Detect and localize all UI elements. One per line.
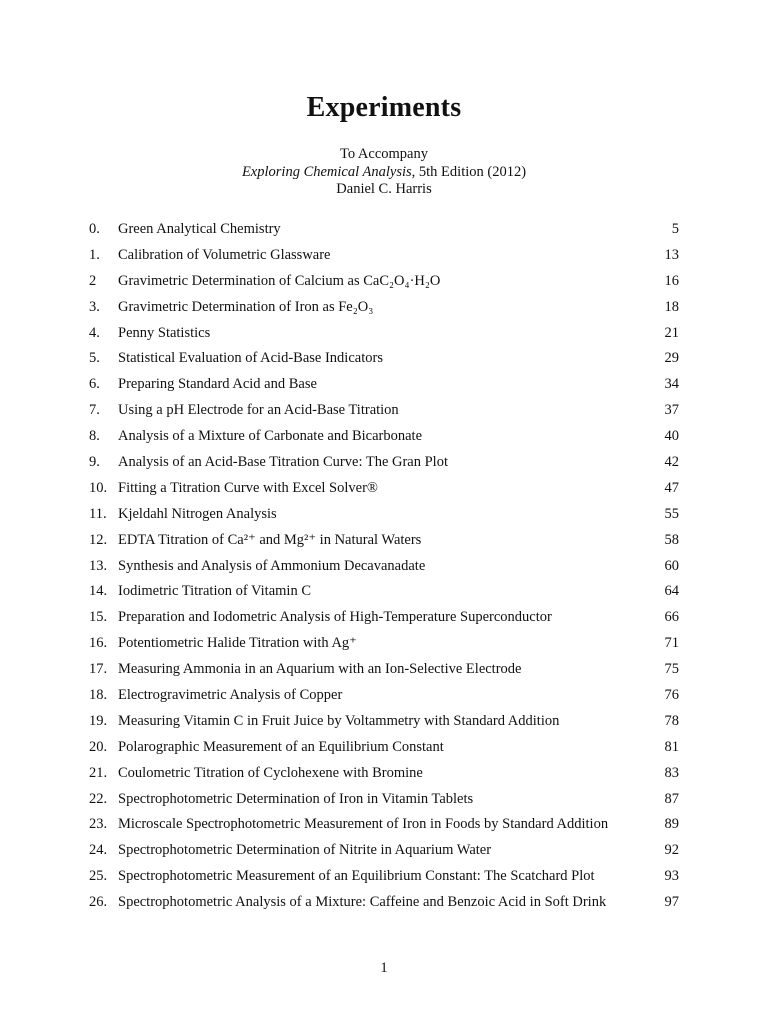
- toc-entry-title: Synthesis and Analysis of Ammonium Decavanadate: [118, 557, 426, 574]
- toc-entry-number: 14.: [89, 583, 108, 600]
- toc-entry-title: Gravimetric Determination of Calcium as CaC₂O₄·H₂O: [118, 272, 441, 289]
- toc-entry-title: Coulometric Titration of Cyclohexene with Bromine: [118, 764, 423, 781]
- toc-entry: [89, 787, 679, 813]
- toc-entry-number: 0.: [89, 221, 100, 237]
- toc-entry-number: 18.: [89, 687, 108, 704]
- toc-entry-title: Measuring Ammonia in an Aquarium with an Ion-Selective Electrode: [118, 661, 522, 678]
- toc-entry-page: 5: [671, 221, 679, 237]
- toc-entry-number: 12.: [89, 531, 108, 548]
- toc-entry: [89, 579, 679, 605]
- toc-entry-title: Using a pH Electrode for an Acid-Base Titration: [118, 402, 399, 419]
- toc-entry: [89, 346, 679, 372]
- toc-entry-page: 93: [664, 868, 679, 885]
- toc-entry-number: 8.: [89, 428, 100, 445]
- toc-entry-title: Fitting a Titration Curve with Excel Solver®: [118, 479, 378, 496]
- toc-entry-page: 89: [664, 816, 679, 833]
- toc-entry-number: 17.: [89, 661, 108, 678]
- table-of-contents: [89, 217, 679, 916]
- toc-entry-page: 92: [664, 842, 679, 859]
- toc-entry: [89, 450, 679, 476]
- toc-entry-title: Statistical Evaluation of Acid-Base Indicators: [118, 350, 383, 367]
- book-reference: [0, 164, 768, 182]
- toc-entry-page: 81: [664, 738, 679, 755]
- toc-entry-page: 47: [664, 479, 679, 496]
- toc-entry: [89, 605, 679, 631]
- toc-entry-number: 10.: [89, 479, 108, 496]
- toc-entry-page: 75: [664, 661, 679, 678]
- subtitle-block: [0, 146, 768, 199]
- toc-entry-number: 26.: [89, 894, 108, 911]
- toc-entry-title: Electrogravimetric Analysis of Copper: [118, 687, 343, 704]
- toc-entry: [89, 761, 679, 787]
- toc-entry-number: 1.: [89, 246, 100, 263]
- page-number: 1: [380, 960, 388, 976]
- toc-entry-title: Spectrophotometric Determination of Iron in Vitamin Tablets: [118, 790, 474, 807]
- toc-entry-number: 5.: [89, 350, 100, 367]
- toc-entry-title: Analysis of an Acid-Base Titration Curve: The Gran Plot: [118, 454, 448, 471]
- toc-entry-page: 83: [664, 764, 679, 781]
- toc-entry-title: Preparation and Iodometric Analysis of High-Temperature Superconductor: [118, 609, 552, 626]
- toc-entry-number: 13.: [89, 557, 108, 574]
- toc-entry: [89, 683, 679, 709]
- toc-entry: [89, 243, 679, 269]
- toc-entry-number: 6.: [89, 376, 100, 393]
- toc-entry-number: 15.: [89, 609, 108, 626]
- toc-entry-title: Gravimetric Determination of Iron as Fe₂O₃: [118, 298, 374, 315]
- toc-entry-number: 7.: [89, 402, 100, 419]
- toc-entry-page: 16: [664, 272, 679, 289]
- toc-entry-title: Measuring Vitamin C in Fruit Juice by Voltammetry with Standard Addition: [118, 712, 560, 729]
- toc-entry-page: 97: [664, 894, 679, 911]
- toc-entry-title: Spectrophotometric Analysis of a Mixture: Caffeine and Benzoic Acid in Soft Drink: [118, 894, 607, 911]
- toc-entry-number: 16.: [89, 635, 108, 652]
- toc-entry: [89, 372, 679, 398]
- toc-entry-number: 11.: [89, 505, 107, 522]
- toc-entry: [89, 709, 679, 735]
- toc-entry-number: 3.: [89, 298, 100, 315]
- toc-entry-page: 60: [664, 557, 679, 574]
- toc-entry-page: 29: [664, 350, 679, 367]
- toc-entry: [89, 295, 679, 321]
- toc-entry-page: 58: [664, 531, 679, 548]
- toc-entry-title: Analysis of a Mixture of Carbonate and Bicarbonate: [118, 428, 423, 445]
- toc-entry-number: 25.: [89, 868, 108, 885]
- toc-entry-page: 18: [664, 298, 679, 315]
- toc-entry-page: 34: [664, 376, 679, 393]
- toc-entry: [89, 735, 679, 761]
- toc-entry-page: 55: [664, 505, 679, 522]
- toc-entry: [89, 812, 679, 838]
- book-title: Exploring Chemical Analysis: [241, 163, 412, 180]
- toc-entry: [89, 528, 679, 554]
- toc-entry-number: 9.: [89, 454, 100, 471]
- toc-entry-title: EDTA Titration of Ca²⁺ and Mg²⁺ in Natural Waters: [118, 531, 422, 548]
- toc-entry-title: Spectrophotometric Measurement of an Equilibrium Constant: The Scatchard Plot: [118, 868, 595, 885]
- toc-entry-number: 22.: [89, 790, 108, 807]
- toc-entry-number: 21.: [89, 764, 108, 781]
- toc-entry-page: 42: [664, 454, 679, 471]
- toc-entry-page: 40: [664, 428, 679, 445]
- toc-entry: [89, 321, 679, 347]
- toc-entry: [89, 217, 679, 243]
- book-edition: , 5th Edition (2012): [411, 163, 527, 180]
- toc-entry-title: Calibration of Volumetric Glassware: [118, 246, 331, 263]
- toc-entry-number: 2: [89, 272, 97, 289]
- toc-entry: [89, 476, 679, 502]
- toc-entry-number: 19.: [89, 712, 108, 729]
- toc-entry: [89, 398, 679, 424]
- page-title: Experiments: [306, 92, 462, 123]
- toc-entry-page: 78: [664, 712, 679, 729]
- toc-entry-page: 13: [664, 246, 679, 263]
- toc-entry-title: Microscale Spectrophotometric Measurement of Iron in Foods by Standard Addition: [118, 816, 609, 833]
- toc-entry-number: 20.: [89, 738, 108, 755]
- toc-entry: [89, 631, 679, 657]
- subtitle-line: To Accompany: [340, 146, 428, 162]
- toc-entry-title: Potentiometric Halide Titration with Ag⁺: [118, 635, 357, 652]
- toc-entry-title: Preparing Standard Acid and Base: [118, 376, 317, 393]
- toc-entry-page: 37: [664, 402, 679, 419]
- toc-entry-number: 23.: [89, 816, 108, 833]
- toc-entry: [89, 838, 679, 864]
- toc-entry-page: 21: [664, 324, 679, 341]
- toc-entry: [89, 554, 679, 580]
- toc-entry: [89, 890, 679, 916]
- toc-entry-title: Iodimetric Titration of Vitamin C: [118, 583, 311, 600]
- toc-entry: [89, 657, 679, 683]
- toc-entry: [89, 864, 679, 890]
- toc-entry-number: 24.: [89, 842, 108, 859]
- toc-entry: [89, 269, 679, 295]
- toc-entry-page: 76: [664, 687, 679, 704]
- toc-entry-number: 4.: [89, 324, 100, 341]
- toc-entry-page: 71: [664, 635, 679, 652]
- toc-entry-title: Spectrophotometric Determination of Nitrite in Aquarium Water: [118, 842, 492, 859]
- toc-entry-page: 87: [664, 790, 679, 807]
- toc-entry: [89, 502, 679, 528]
- toc-entry-page: 66: [664, 609, 679, 626]
- toc-entry-page: 64: [664, 583, 679, 600]
- toc-entry-title: Polarographic Measurement of an Equilibrium Constant: [118, 738, 444, 755]
- author-name: Daniel C. Harris: [336, 181, 432, 197]
- toc-entry: [89, 424, 679, 450]
- toc-entry-title: Penny Statistics: [118, 324, 211, 341]
- toc-entry-title: Green Analytical Chemistry: [118, 221, 281, 237]
- toc-entry-title: Kjeldahl Nitrogen Analysis: [118, 505, 277, 522]
